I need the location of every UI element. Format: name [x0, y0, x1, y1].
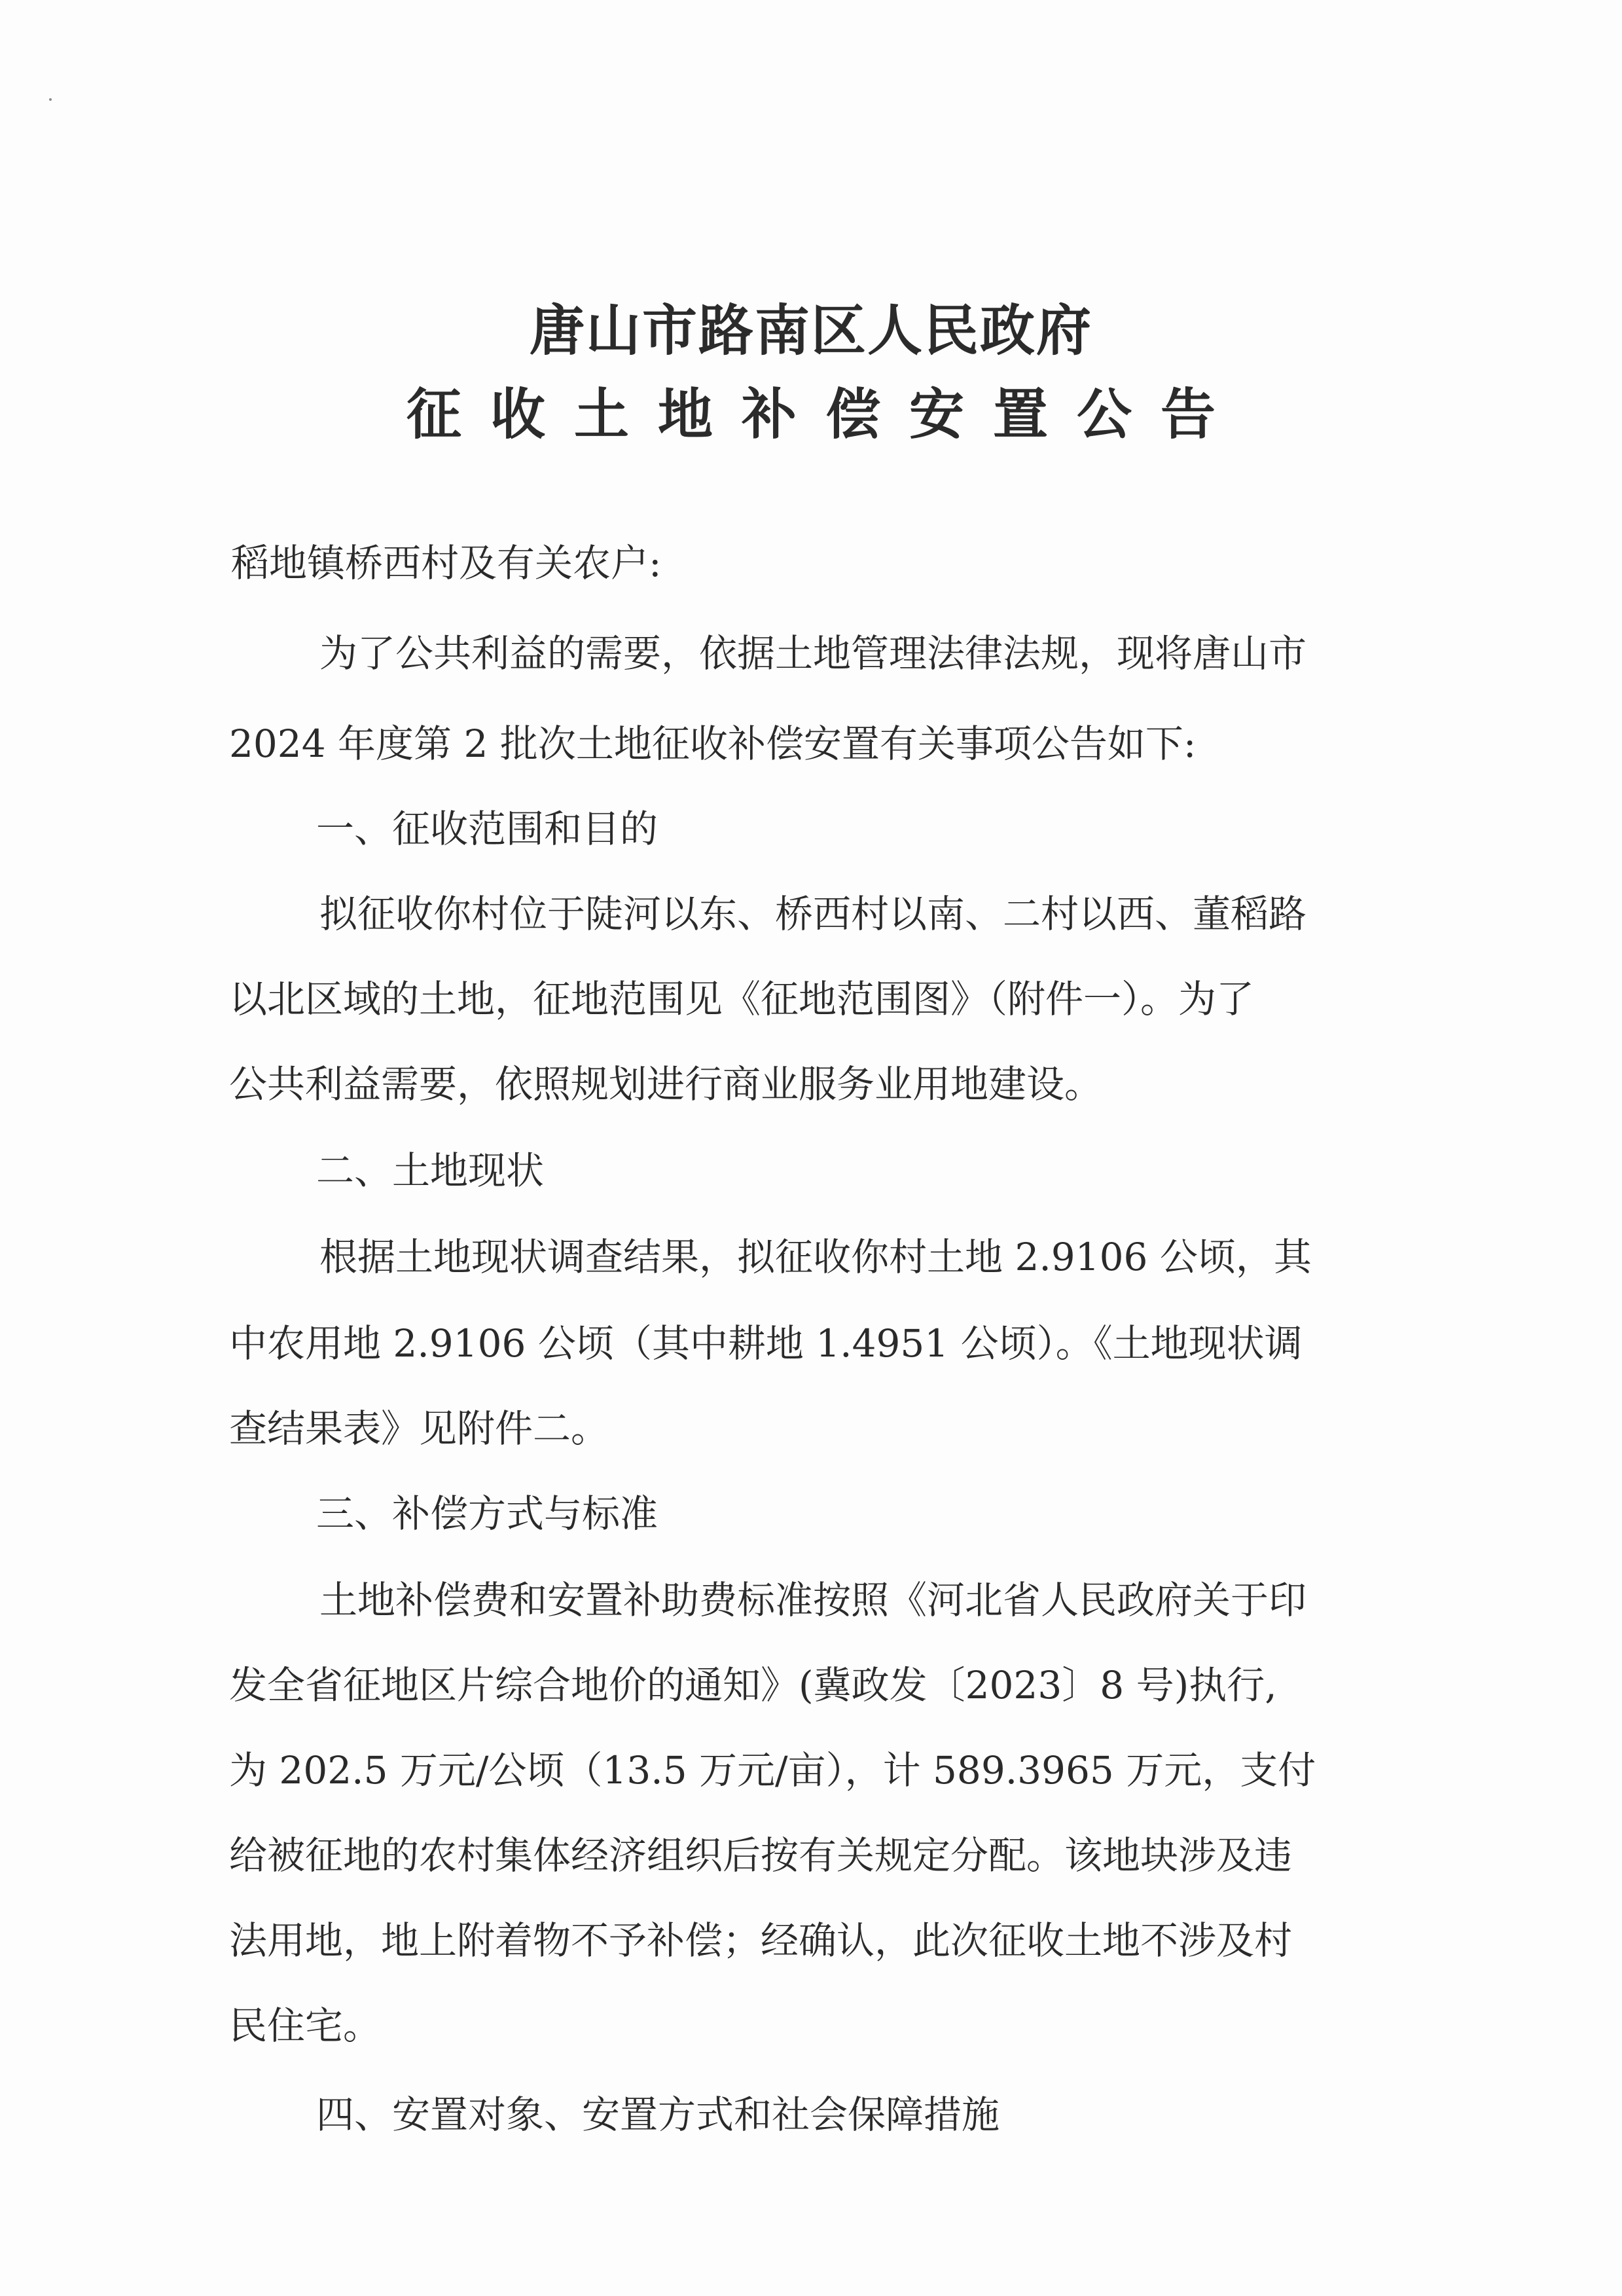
- section-2-line: 查结果表》见附件二。: [229, 1406, 609, 1451]
- section-heading-3: 三、补偿方式与标准: [316, 1491, 658, 1536]
- document-title-line2: 征收土地补偿安置公告: [406, 382, 1244, 446]
- document-title-line1: 唐山市路南区人民政府: [529, 299, 1092, 363]
- section-3-line: 土地补偿费和安置补助费标准按照《河北省人民政府关于印: [319, 1578, 1307, 1622]
- intro-line: 2024 年度第 2 批次土地征收补偿安置有关事项公告如下:: [229, 721, 1197, 766]
- section-1-line: 公共利益需要，依照规划进行商业服务业用地建设。: [229, 1062, 1103, 1106]
- section-heading-4: 四、安置对象、安置方式和社会保障措施: [316, 2092, 1000, 2137]
- section-3-line: 给被征地的农村集体经济组织后按有关规定分配。该地块涉及违: [229, 1833, 1293, 1878]
- section-3-line: 法用地，地上附着物不予补偿；经确认，此次征收土地不涉及村: [229, 1918, 1293, 1963]
- salutation: 稻地镇桥西村及有关农户:: [231, 541, 662, 585]
- section-heading-2: 二、土地现状: [316, 1148, 545, 1193]
- section-3-line: 民住宅。: [229, 2003, 382, 2048]
- section-3-line: 发全省征地区片综合地价的通知》(冀政发〔2023〕8 号)执行,: [229, 1663, 1277, 1707]
- scan-speck: [49, 98, 52, 101]
- section-heading-1: 一、征收范围和目的: [316, 807, 658, 851]
- section-1-line: 以北区域的土地，征地范围见《征地范围图》（附件一）。为了: [229, 977, 1255, 1021]
- section-3-line: 为 202.5 万元/公顷（13.5 万元/亩），计 589.3965 万元，支付: [229, 1748, 1316, 1793]
- section-2-line: 根据土地现状调查结果，拟征收你村土地 2.9106 公顷，其: [319, 1235, 1312, 1279]
- section-1-line: 拟征收你村位于陡河以东、桥西村以南、二村以西、董稻路: [319, 892, 1307, 936]
- intro-line: 为了公共利益的需要，依据土地管理法律法规，现将唐山市: [319, 631, 1307, 676]
- section-2-line: 中农用地 2.9106 公顷（其中耕地 1.4951 公顷）。《土地现状调: [229, 1321, 1303, 1366]
